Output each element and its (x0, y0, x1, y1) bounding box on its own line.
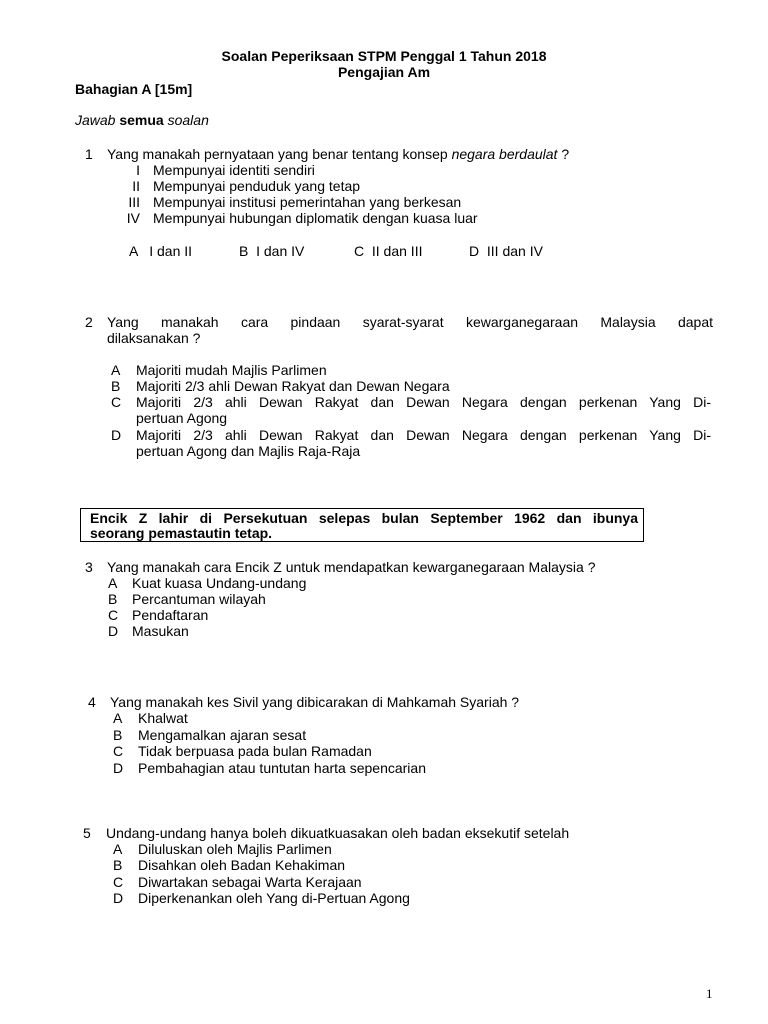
q4-option-letter: A (113, 710, 123, 726)
q5-option-text: Diluluskan oleh Majlis Parlimen (138, 841, 332, 857)
question-5-number: 5 (83, 825, 91, 841)
q3-option-text: Masukan (132, 623, 189, 639)
q3-option-text: Kuat kuasa Undang-undang (132, 575, 307, 591)
q4-option-text: Khalwat (138, 710, 188, 726)
statement-line-2: seorang pemastautin tetap. (90, 525, 273, 541)
q1-item-num: II (132, 178, 140, 194)
q5-option-text: Disahkan oleh Badan Kehakiman (138, 857, 346, 873)
question-2-number: 2 (85, 314, 93, 330)
question-3-number: 3 (85, 559, 93, 575)
section-title: Bahagian A [15m] (75, 81, 193, 97)
q3-option-letter: B (108, 591, 118, 607)
q2-option-letter: B (111, 378, 121, 394)
q1-option-c: C II dan III (354, 243, 423, 259)
question-1-text-b: negara berdaulat (451, 146, 558, 162)
q1-item-text: Mempunyai hubungan diplomatik dengan kuasa luar (153, 210, 478, 226)
q4-option-letter: B (113, 727, 123, 743)
q1-option-a: A I dan II (129, 243, 193, 259)
q2-option-letter: A (111, 362, 121, 378)
q2-option-text: Majoriti 2/3 ahli Dewan Rakyat dan Dewan Negara dengan perkenan Yang Di- (136, 394, 711, 410)
question-1-text-c: ? (561, 146, 570, 162)
question-1-number: 1 (85, 146, 93, 162)
page-number: 1 (706, 986, 713, 1001)
q2-option-text: Majoriti 2/3 ahli Dewan Rakyat dan Dewan Negara (136, 378, 450, 394)
q5-option-letter: A (113, 841, 123, 857)
question-1-text-a: Yang manakah pernyataan yang benar tentang konsep (107, 146, 448, 162)
q4-option-letter: C (113, 743, 124, 759)
q5-option-letter: B (113, 857, 123, 873)
q2-option-text: Majoriti mudah Majlis Parlimen (136, 362, 327, 378)
question-2-line-1: Yang manakah cara pindaan syarat-syarat kewarganegaraan Malaysia dapat (107, 314, 713, 330)
q4-option-letter: D (113, 760, 124, 776)
q1-item-text: Mempunyai penduduk yang tetap (153, 178, 361, 194)
question-2-line-2: dilaksanakan ? (107, 330, 201, 346)
question-4-text: Yang manakah kes Sivil yang dibicarakan di Mahkamah Syariah ? (110, 694, 520, 710)
question-3-text: Yang manakah cara Encik Z untuk mendapatkan kewarganegaraan Malaysia ? (107, 559, 596, 575)
q1-item-text: Mempunyai identiti sendiri (153, 162, 315, 178)
q5-option-letter: C (113, 874, 124, 890)
q4-option-text: Tidak berpuasa pada bulan Ramadan (138, 743, 372, 759)
q3-option-text: Pendaftaran (132, 607, 209, 623)
q3-option-letter: A (108, 575, 118, 591)
q5-option-text: Diwartakan sebagai Warta Kerajaan (138, 874, 362, 890)
q1-item-num: IV (126, 210, 140, 226)
q2-option-text: Majoriti 2/3 ahli Dewan Rakyat dan Dewan Negara dengan perkenan Yang Di- (136, 427, 711, 443)
q2-option-letter: D (111, 427, 122, 443)
question-4-number: 4 (88, 694, 96, 710)
instruction-part-b: semua (119, 112, 164, 128)
q1-item-num: I (136, 162, 140, 178)
q2-option-text-cont: pertuan Agong dan Majlis Raja-Raja (136, 443, 361, 459)
question-1-text (107, 146, 569, 162)
statement-line-1: Encik Z lahir di Persekutuan selepas bulan September 1962 dan ibunya (90, 510, 638, 526)
q1-item-num: III (128, 194, 140, 210)
exam-title: Soalan Peperiksaan STPM Penggal 1 Tahun 2018 (221, 48, 547, 64)
q5-option-letter: D (113, 890, 124, 906)
q4-option-text: Mengamalkan ajaran sesat (138, 727, 307, 743)
q4-option-text: Pembahagian atau tuntutan harta sepencarian (138, 760, 426, 776)
q1-item-text: Mempunyai institusi pemerintahan yang berkesan (153, 194, 462, 210)
instruction-part-c: soalan (167, 112, 209, 128)
q3-option-letter: D (108, 623, 119, 639)
q1-option-b: B I dan IV (239, 243, 305, 259)
q2-option-text-cont: pertuan Agong (136, 410, 228, 426)
q2-option-letter: C (111, 394, 122, 410)
q3-option-letter: C (108, 607, 119, 623)
instruction-part-a: Jawab (75, 112, 116, 128)
instruction (75, 112, 209, 128)
q5-option-text: Diperkenankan oleh Yang di-Pertuan Agong (138, 890, 410, 906)
q3-option-text: Percantuman wilayah (132, 591, 266, 607)
q1-option-d: D III dan IV (469, 243, 543, 259)
subject-title: Pengajian Am (337, 64, 431, 80)
question-5-text: Undang-undang hanya boleh dikuatkuasakan oleh badan eksekutif setelah (106, 825, 570, 841)
